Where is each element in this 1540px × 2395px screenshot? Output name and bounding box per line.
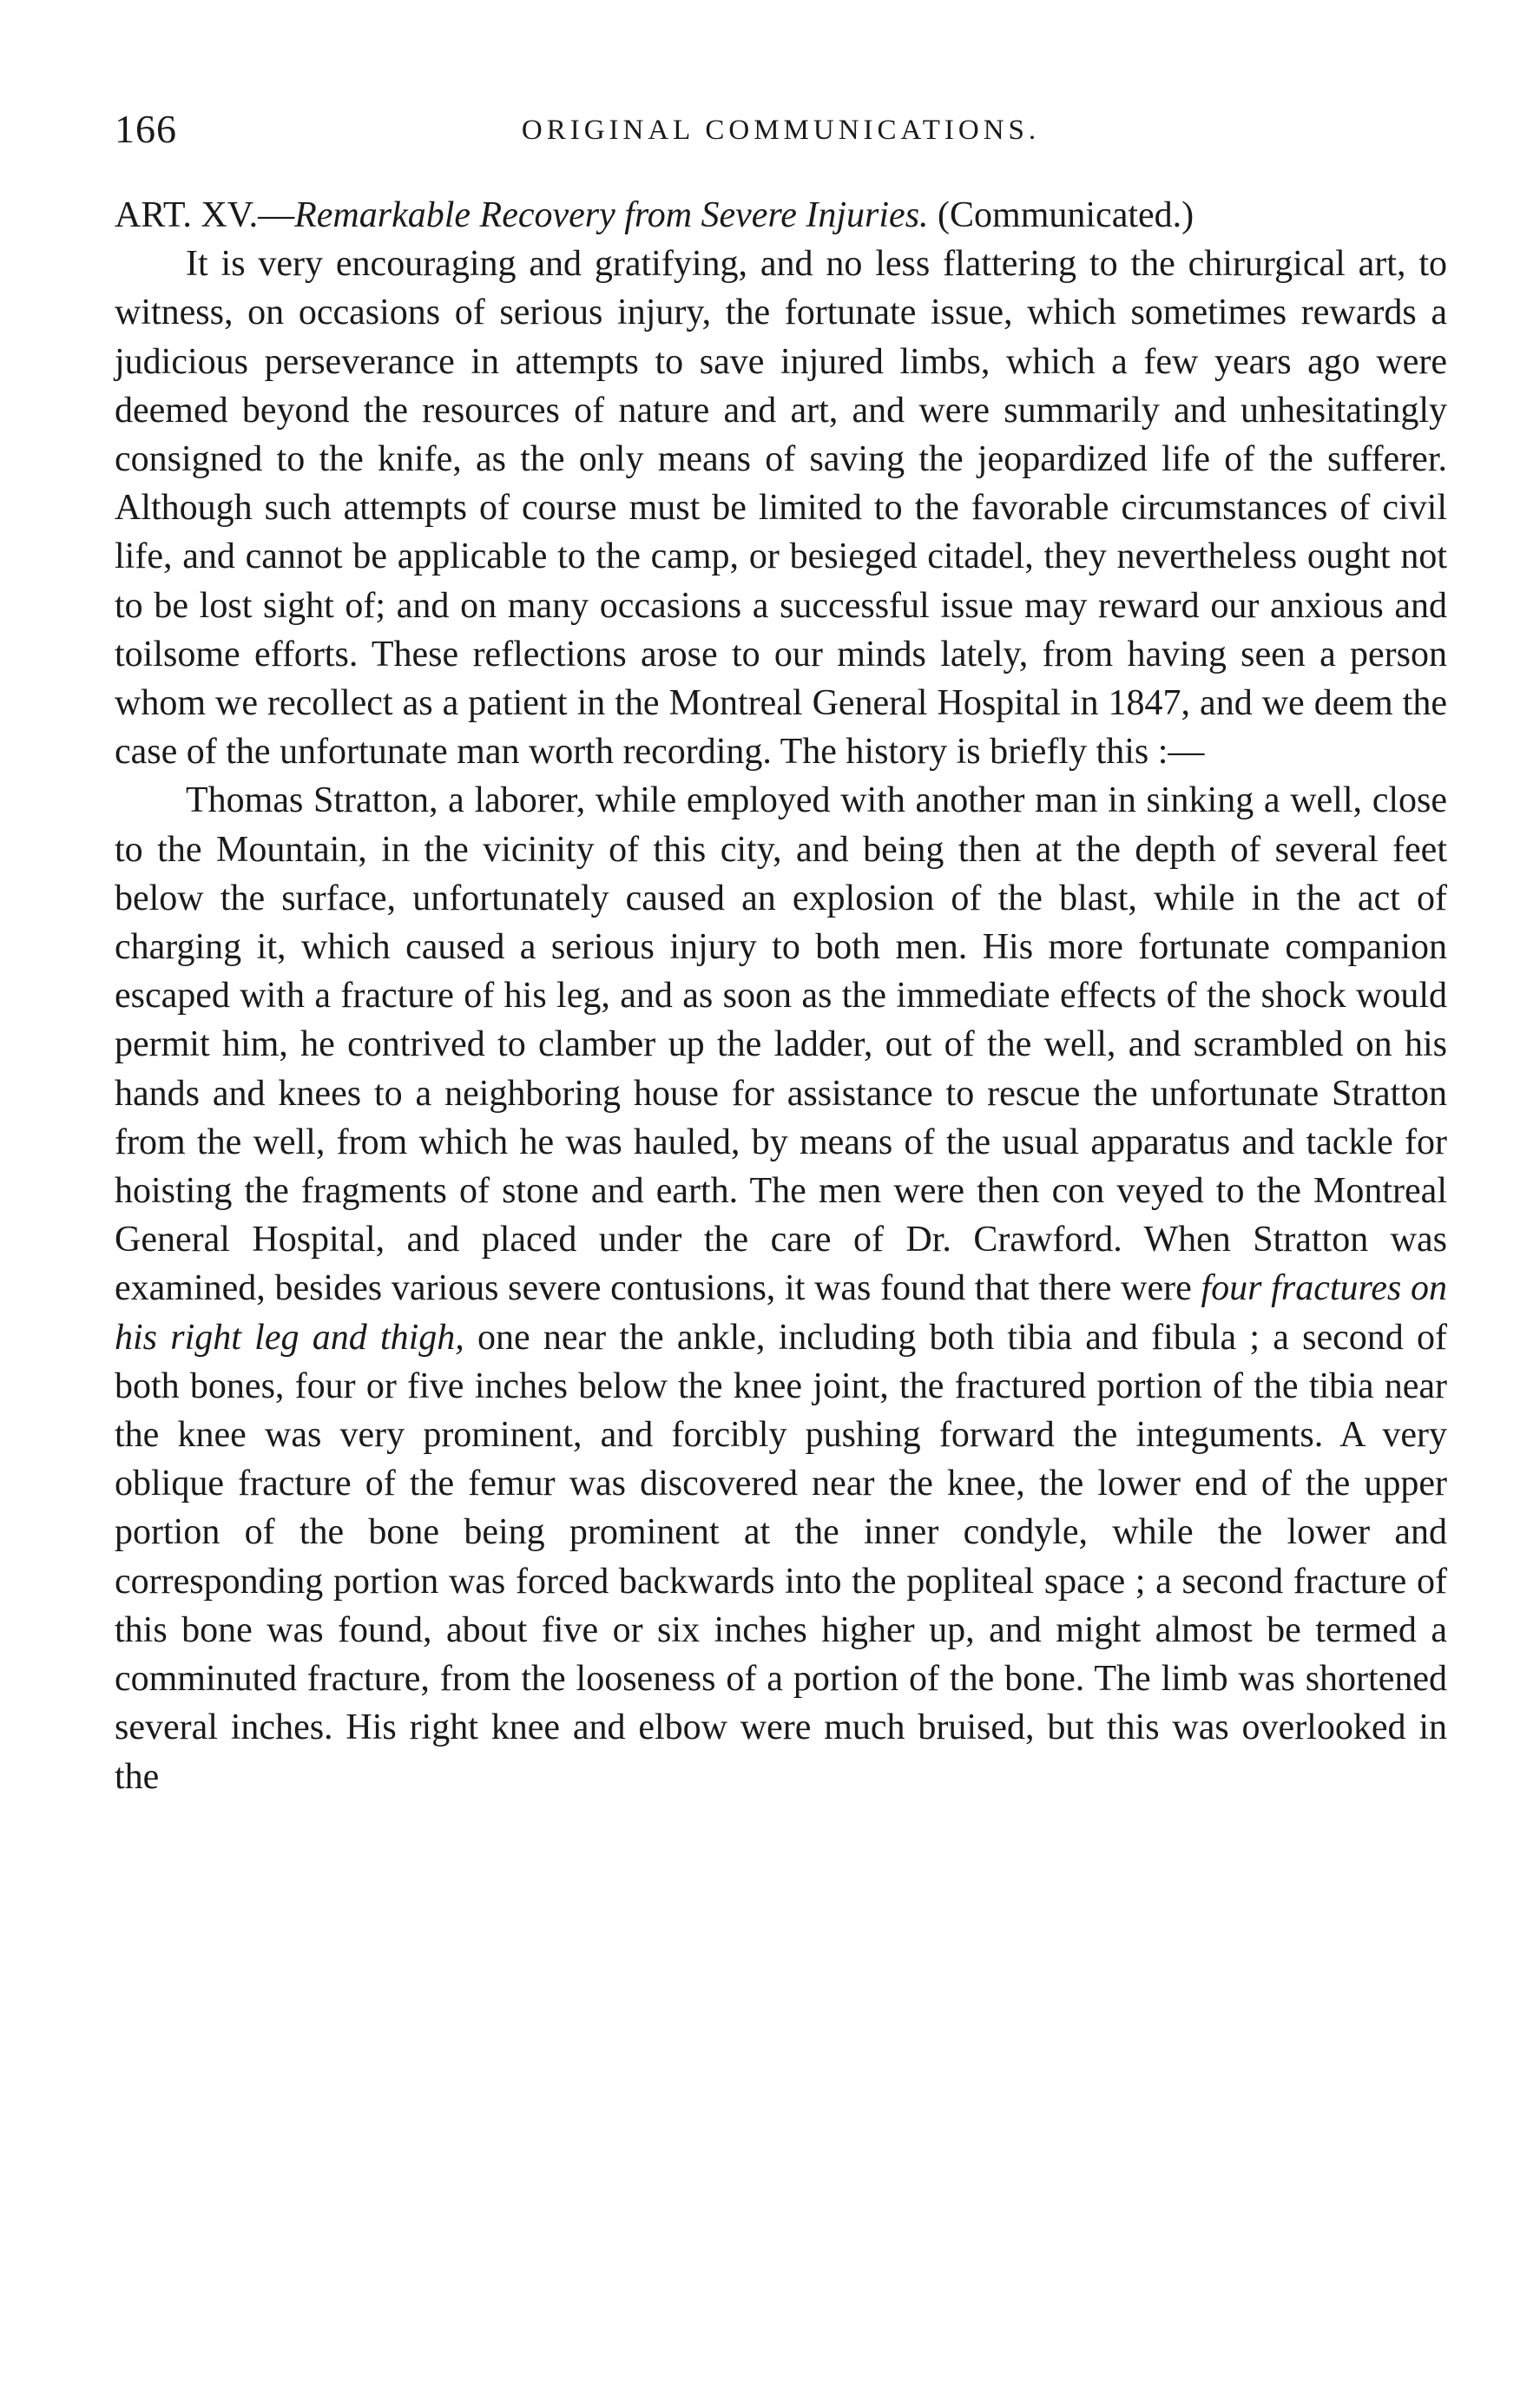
paragraph-2-part-a: Thomas Stratton, a laborer, while employed with another man in sinking a well, close to the Mountain, in the vicinity of this city, and being then at the depth of several feet below the surface, unfortunately caused an explosion of the blast, while in the act of charging it, which caused a serious injury to both men. His more fortunate companion escaped with a fracture of his leg, and as soon as the immediate effects of the shock would permit him, he contrived to clamber up the ladder, out of the well, and scrambled on his hands and knees to a neighboring house for assistance to rescue the unfortunate Stratton from the well, from which he was hauled, by means of the usual apparatus and tackle for hoisting the fragments of stone and earth. The men were then con veyed to the Montreal General Hospital, and placed under the care of Dr. Crawford. When Stratton was examined, besides various severe contusions, it was found that there were [115, 780, 1447, 1309]
paragraph-2-emphasis: four fractures on his right leg and thigh, [115, 1268, 1447, 1358]
running-head [115, 106, 1447, 158]
article-label: ART. XV.— [115, 195, 295, 235]
paragraph-2-part-b: one near the ankle, including both tibia and fibula ; a second of both bones, four or five inches below the knee joint, the fractured portion of the tibia near the knee was very prominent, and forcibly pushing forward the integuments. A very oblique fracture of the femur was discovered near the knee, the lower end of the upper portion of the bone being prominent at the inner condyle, while the lower and corresponding portion was forced backwards into the popliteal space ; a second fracture of this bone was found, about five or six inches higher up, and might almost be termed a comminuted fracture, from the looseness of a portion of the bone. The limb was shortened several inches. His right knee and elbow were much bruised, but this was overlooked in the [115, 1317, 1447, 1797]
article-title: Remarkable Recovery from Severe Injuries. [294, 195, 929, 235]
running-title: ORIGINAL COMMUNICATIONS. [521, 115, 1041, 146]
article-note: (Communicated.) [928, 195, 1194, 235]
paragraph-1: It is very encouraging and gratifying, and no less flattering to the chirurgical art, to witness, on occasions of serious injury, the fortunate issue, which sometimes rewards a judicious perseverance in attempts to save injured limbs, which a few years ago were deemed beyond the resources of nature and art, and were summarily and unhesitatingly consigned to the knife, as the only means of saving the jeopardized life of the sufferer. Although such attempts of course must be limited to the favorable circumstances of civil life, and cannot be applicable to the camp, or besieged citadel, they nevertheless ought not to be lost sight of; and on many occasions a successful issue may reward our anxious and toilsome efforts. These reflections arose to our minds lately, from having seen a person whom we recollect as a patient in the Montreal General Hospital in 1847, and we deem the case of the unfortunate man worth recording. The history is briefly this :— [115, 244, 1447, 773]
paragraph-2 [115, 776, 1447, 1800]
article-heading [115, 191, 1447, 240]
article-body [115, 191, 1447, 1801]
page-number: 166 [115, 107, 177, 151]
